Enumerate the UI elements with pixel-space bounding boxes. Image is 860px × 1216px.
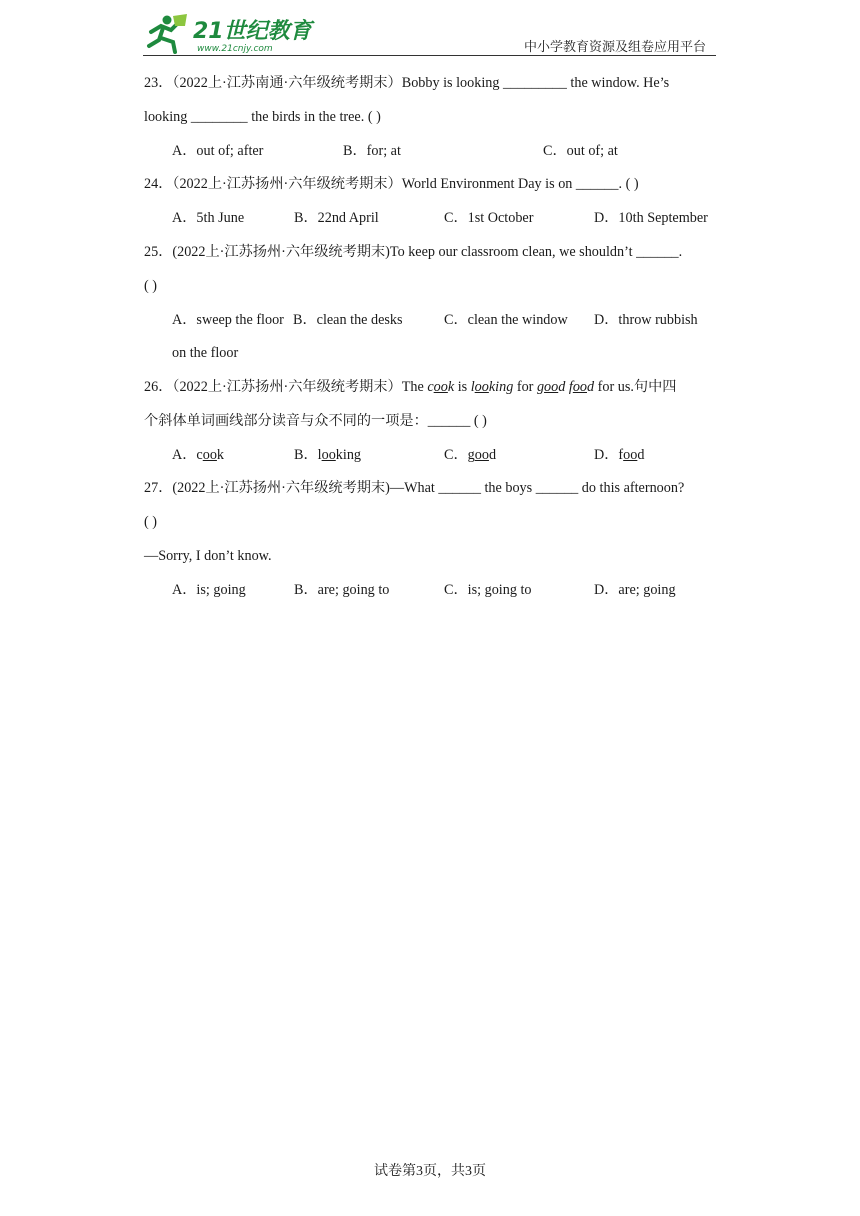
q23-line1: 23．（2022上·江苏南通·六年级统考期末）Bobby is looking _________ the window. He’s <box>144 75 670 91</box>
q25-option-c: C．clean the window <box>444 312 568 328</box>
q25-option-d-cont: on the floor <box>172 345 239 361</box>
q24-option-c: C．1st October <box>444 210 534 226</box>
q26-line2: 个斜体单词画线部分读音与众不同的一项是：______ ( ) <box>144 413 487 429</box>
word-looking: looking <box>470 379 514 395</box>
word-food: food <box>568 379 595 395</box>
q23-option-a: A．out of; after <box>172 143 264 159</box>
svg-text:21世纪教育: 21世纪教育 <box>193 19 312 44</box>
page-header <box>143 10 716 56</box>
q23-option-c: C．out of; at <box>543 143 618 159</box>
q23-line2: looking ________ the birds in the tree. ( ) <box>144 109 381 125</box>
q27-line3: —Sorry, I don’t know. <box>144 548 272 564</box>
svg-text:www.21cnjy.com: www.21cnjy.com <box>197 44 273 54</box>
header-divider <box>143 55 716 56</box>
q23-option-b: B．for; at <box>343 143 401 159</box>
word-good: good <box>536 379 566 395</box>
q27-line1: 27．(2022上·江苏扬州·六年级统考期末)—What ______ the boys ______ do this afternoon? <box>144 480 685 496</box>
q27-option-b: B．are; going to <box>294 582 390 598</box>
page-footer: 试卷第3页，共3页 <box>374 1164 486 1179</box>
q24-option-b: B．22nd April <box>294 210 379 226</box>
logo <box>145 12 315 54</box>
q27-option-c: C．is; going to <box>444 582 532 598</box>
q24-line1: 24．（2022上·江苏扬州·六年级统考期末）World Environment Day is on ______. ( ) <box>144 176 639 192</box>
q26-option-c: C．good <box>444 447 497 463</box>
runner-icon <box>149 14 187 52</box>
q25-option-a: A．sweep the floor <box>172 312 284 328</box>
q26-option-b: B．looking <box>294 447 362 463</box>
platform-name: 中小学教育资源及组卷应用平台 <box>523 39 706 54</box>
word-cook: cook <box>427 379 455 395</box>
q26-line1: 26．（2022上·江苏扬州·六年级统考期末）The cook is looking for good food for us.句中四 <box>144 379 677 395</box>
q25-option-d: D．throw rubbish <box>594 312 698 328</box>
q26-option-d: D．food <box>594 447 645 463</box>
q25-line2: ( ) <box>144 278 157 294</box>
q27-option-d: D．are; going <box>594 582 676 598</box>
q24-option-d: D．10th September <box>594 210 708 226</box>
q27-line2: ( ) <box>144 514 157 530</box>
q25-line1: 25．(2022上·江苏扬州·六年级统考期末)To keep our classroom clean, we shouldn’t ______. <box>144 244 683 260</box>
q24-option-a: A．5th June <box>172 210 245 226</box>
q25-option-b: B．clean the desks <box>293 312 403 328</box>
q26-option-a: A．cook <box>172 447 225 463</box>
q27-option-a: A．is; going <box>172 582 246 598</box>
